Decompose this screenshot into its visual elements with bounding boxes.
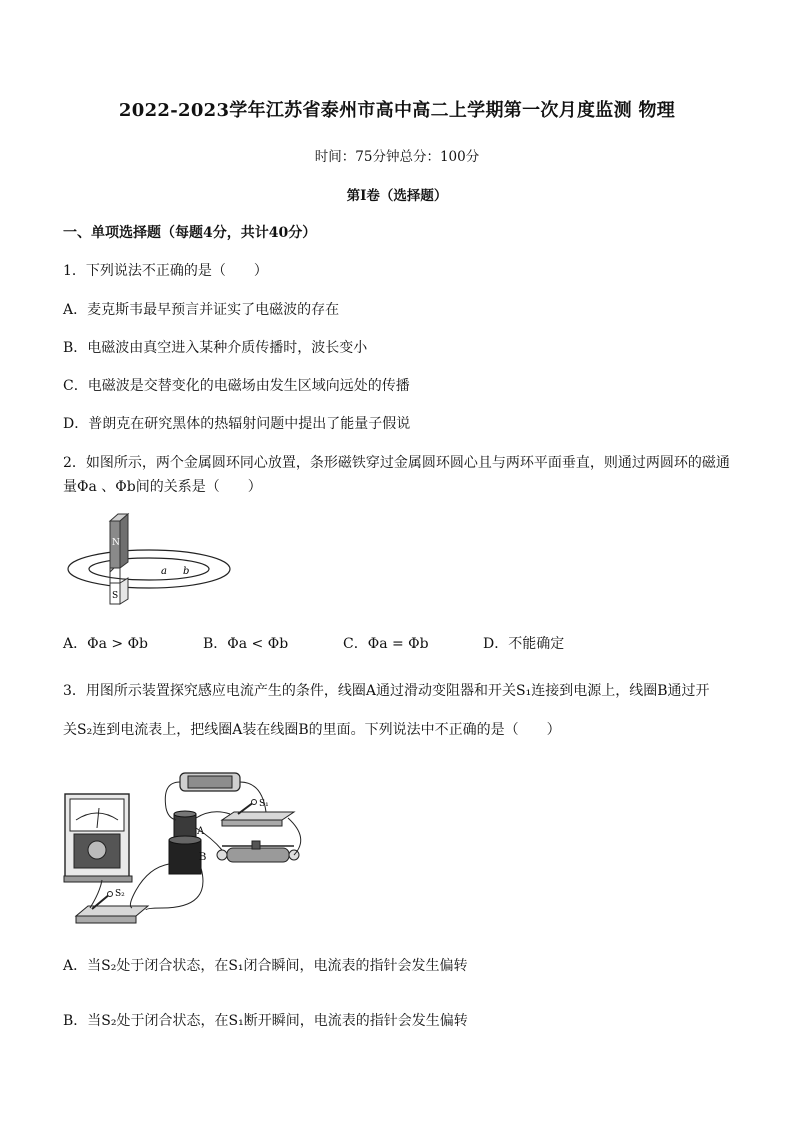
q2-option-a: A．Φa > Φb [63, 636, 149, 652]
part-heading: 第Ⅰ卷（选择题） [346, 188, 448, 204]
ring-b-label: b [183, 566, 190, 577]
q3-stem-line2: 关S₂连到电流表上，把线圈A装在线圈B的里面。下列说法中不正确的是（ ） [63, 722, 561, 738]
magnet-rings-figure [64, 512, 254, 607]
q3-stem-line1: 3．用图所示装置探究感应电流产生的条件，线圈A通过滑动变阻器和开关S₁连接到电源上，线圈B通过开 [63, 683, 710, 699]
q1-option-a: A．麦克斯韦最早预言并证实了电磁波的存在 [63, 302, 340, 318]
q1-stem: 1．下列说法不正确的是（ ） [63, 263, 268, 279]
q3-option-a: A．当S₂处于闭合状态，在S₁闭合瞬间，电流表的指针会发生偏转 [63, 958, 468, 974]
q2-stem-line2: 量Φa 、Φb间的关系是（ ） [63, 479, 262, 495]
section-heading: 一、单项选择题（每题4分，共计40分） [63, 225, 317, 241]
magnet-n-label: N [112, 538, 120, 548]
switch-s2-label: S₂ [115, 889, 125, 899]
magnet-s-label: S [112, 591, 119, 601]
q1-option-b: B．电磁波由真空进入某种介质传播时，波长变小 [63, 340, 368, 356]
q3-option-b: B．当S₂处于闭合状态，在S₁断开瞬间，电流表的指针会发生偏转 [63, 1013, 468, 1029]
coil-a-label: A [197, 826, 205, 837]
coil-b-label: B [199, 852, 207, 863]
exam-meta: 时间：75分钟总分：100分 [314, 149, 480, 165]
q2-option-b: B．Φa < Φb [203, 636, 289, 652]
ring-a-label: a [161, 566, 167, 577]
induction-apparatus-figure [62, 768, 312, 928]
q1-option-c: C．电磁波是交替变化的电磁场由发生区域向远处的传播 [63, 378, 410, 394]
q2-option-c: C．Φa = Φb [343, 636, 429, 652]
q1-option-d: D．普朗克在研究黑体的热辐射问题中提出了能量子假说 [63, 416, 411, 432]
q2-stem-line1: 2．如图所示，两个金属圆环同心放置，条形磁铁穿过金属圆环圆心且与两环平面垂直，则通过两圆环的磁通 [63, 455, 730, 471]
page-title: 2022-2023学年江苏省泰州市高中高二上学期第一次月度监测 物理 [118, 100, 676, 121]
switch-s1-label: S₁ [259, 799, 269, 809]
q2-option-d: D．不能确定 [483, 636, 565, 652]
